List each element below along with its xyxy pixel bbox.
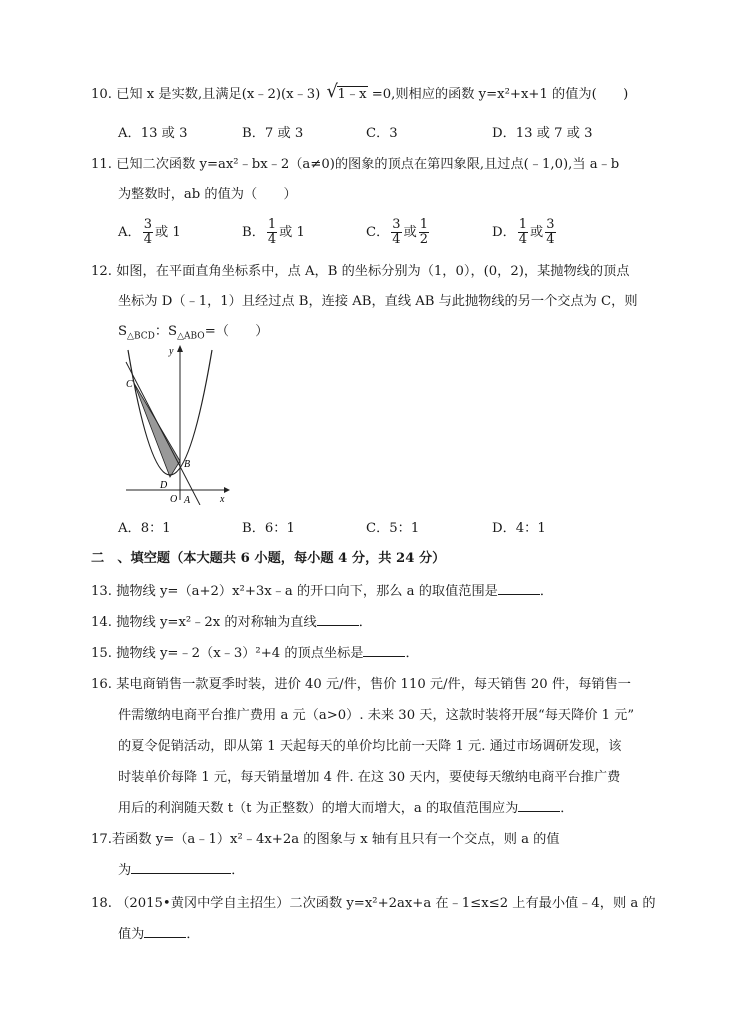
question-17-line-1 <box>91 831 560 849</box>
q11-option-c <box>366 218 431 247</box>
fraction <box>391 218 401 247</box>
label-o: O <box>170 494 178 505</box>
question-17-text-1: 若函数 y=（a﹣1）x²﹣4x+2a 的图象与 x 轴有且只有一个交点，则 a 的值 <box>111 832 560 847</box>
question-16-line-1 <box>91 676 631 694</box>
question-13-number: 13. <box>91 584 112 599</box>
q11-option-d <box>492 218 558 247</box>
question-10-text-end: =0,则相应的函数 y=x²+x+1 的值为( ) <box>371 87 629 102</box>
question-17-end: ． <box>231 863 245 878</box>
question-13-text: 抛物线 y=（a+2）x²+3x﹣a 的开口向下，那么 a 的取值范围是 <box>116 584 498 599</box>
question-14-end: ． <box>358 615 372 630</box>
numerator: 1 <box>518 217 528 232</box>
question-12-line-2: 坐标为 D（﹣1，1）且经过点 B，连接 AB，直线 AB 与此抛物线的另一个交点为 C，则 <box>118 294 638 309</box>
label-d: D <box>160 480 168 491</box>
numerator: 3 <box>143 217 152 232</box>
label-c: C <box>126 379 133 390</box>
q12-option-d: D．4：1 <box>492 521 546 536</box>
question-10-text-start: 已知 x 是实数,且满足(x﹣2)(x﹣3) <box>116 87 321 102</box>
q12-option-c: C．5：1 <box>366 521 420 536</box>
question-13 <box>91 583 553 601</box>
question-16-line-4: 时装单价每降 1 元，每天销量增加 4 件. 在这 30 天内，要使每天缴纳电商平台推广费 <box>118 770 621 785</box>
denominator: 4 <box>267 232 277 247</box>
question-11-number: 11. <box>91 157 112 172</box>
q10-option-d: D．13 或 7 或 3 <box>492 126 593 141</box>
option-letter: A． <box>118 225 141 240</box>
question-17-number: 17. <box>91 832 112 847</box>
q11-option-a <box>118 218 181 247</box>
question-13-end: ． <box>539 584 554 599</box>
question-10-number: 10. <box>91 87 112 102</box>
ratio-end: =（ ） <box>204 324 269 339</box>
q10-option-a: A．13 或 3 <box>118 126 188 141</box>
numerator: 3 <box>392 217 401 232</box>
answer-blank <box>131 873 231 874</box>
option-letter: D． <box>492 225 516 240</box>
numerator: 1 <box>267 217 277 232</box>
label-a: A <box>184 495 191 505</box>
denominator: 4 <box>518 232 528 247</box>
denominator: 4 <box>392 232 401 247</box>
question-16-end: ． <box>560 801 574 816</box>
question-15-number: 15. <box>91 646 112 661</box>
q11-option-b <box>242 218 305 247</box>
sqrt-expression <box>326 81 368 104</box>
question-14-text: 抛物线 y=x²﹣2x 的对称轴为直线 <box>116 615 317 630</box>
parabola-figure <box>120 340 235 505</box>
option-letter: B． <box>242 225 265 240</box>
question-18-line-1 <box>91 895 656 913</box>
question-11-line-2: 为整数时，ab 的值为（ ） <box>118 187 297 202</box>
fraction <box>267 218 277 247</box>
question-11-text-1: 已知二次函数 y=ax²﹣bx﹣2（a≠0)的图象的顶点在第四象限,且过点(﹣1,0),当 a﹣b <box>116 157 620 172</box>
y-axis-arrow-icon <box>177 345 183 352</box>
question-16-number: 16. <box>91 677 112 692</box>
q10-option-b: B．7 或 3 <box>242 126 304 141</box>
question-12-text-1: 如图，在平面直角坐标系中，点 A，B 的坐标分别为（1，0），(0，2)，某抛物线的顶点 <box>116 264 630 279</box>
question-10 <box>91 81 629 104</box>
question-18-number: 18. <box>91 896 112 911</box>
answer-blank <box>144 937 186 938</box>
label-y: y <box>169 346 174 357</box>
fraction <box>143 218 153 247</box>
question-16-text-5: 用后的利润随天数 t（t 为正整数）的增大而增大，a 的取值范围应为 <box>118 801 519 816</box>
question-16-line-2: 件需缴纳电商平台推广费用 a 元（a>0）. 未来 30 天，这款时装将开展“每天降价 1 元” <box>118 708 635 723</box>
fraction <box>419 218 429 247</box>
numerator: 3 <box>546 217 555 232</box>
ratio-s1: S <box>118 324 128 339</box>
option-connector: 或 <box>530 225 544 240</box>
option-connector: 或 1 <box>155 225 181 240</box>
question-15-text: 抛物线 y=﹣2（x﹣3）²+4 的顶点坐标是 <box>116 646 364 661</box>
question-14 <box>91 614 372 632</box>
sqrt-radicand: 1﹣x <box>337 87 367 102</box>
ratio-mid: ：S <box>154 324 178 339</box>
question-18-text-1: （2015•黄冈中学自主招生）二次函数 y=x²+2ax+a 在﹣1≤x≤2 上有最小值﹣4，则 a 的 <box>116 896 656 911</box>
x-axis-arrow-icon <box>224 487 230 493</box>
section-2-heading: 二 、填空题（本大题共 6 小题，每小题 4 分，共 24 分） <box>91 551 446 566</box>
question-18-end: ． <box>186 927 200 942</box>
question-16-line-5 <box>118 800 573 818</box>
answer-blank <box>498 594 540 595</box>
question-12-number: 12. <box>91 264 112 279</box>
question-16-text-1: 某电商销售一款夏季时装，进价 40 元/件，售价 110 元/件，每天销售 20 件，每销售一 <box>116 677 631 692</box>
question-12-line-1 <box>91 263 629 281</box>
q12-option-a: A．8：1 <box>118 521 171 536</box>
question-18-line-2 <box>118 926 200 944</box>
option-connector: 或 1 <box>279 225 305 240</box>
question-15 <box>91 645 419 663</box>
ratio-subscript-2: △ABO <box>177 331 205 342</box>
question-16-line-3: 的夏令促销活动，即从第 1 天起每天的单价均比前一天降 1 元. 通过市场调研发现，该 <box>118 739 622 754</box>
option-connector: 或 <box>403 225 417 240</box>
answer-blank <box>363 656 405 657</box>
radical-sign-icon: √ <box>326 81 338 102</box>
numerator: 1 <box>419 217 429 232</box>
ratio-subscript-1: △BCD <box>127 331 155 342</box>
question-15-end: ． <box>405 646 419 661</box>
answer-blank <box>317 625 359 626</box>
option-letter: C． <box>366 225 390 240</box>
denominator: 4 <box>546 232 555 247</box>
q10-option-c: C．3 <box>366 126 398 141</box>
question-17-line-2 <box>118 862 244 880</box>
question-17-text-2: 为 <box>118 863 132 878</box>
denominator: 2 <box>419 232 429 247</box>
label-b: B <box>184 459 191 470</box>
question-14-number: 14. <box>91 615 112 630</box>
question-18-text-2: 值为 <box>118 927 145 942</box>
fraction <box>545 218 555 247</box>
answer-blank <box>518 811 560 812</box>
label-x: x <box>220 494 225 505</box>
q12-option-b: B．6：1 <box>242 521 295 536</box>
fraction <box>518 218 528 247</box>
question-11-line-1 <box>91 156 619 174</box>
denominator: 4 <box>143 232 152 247</box>
